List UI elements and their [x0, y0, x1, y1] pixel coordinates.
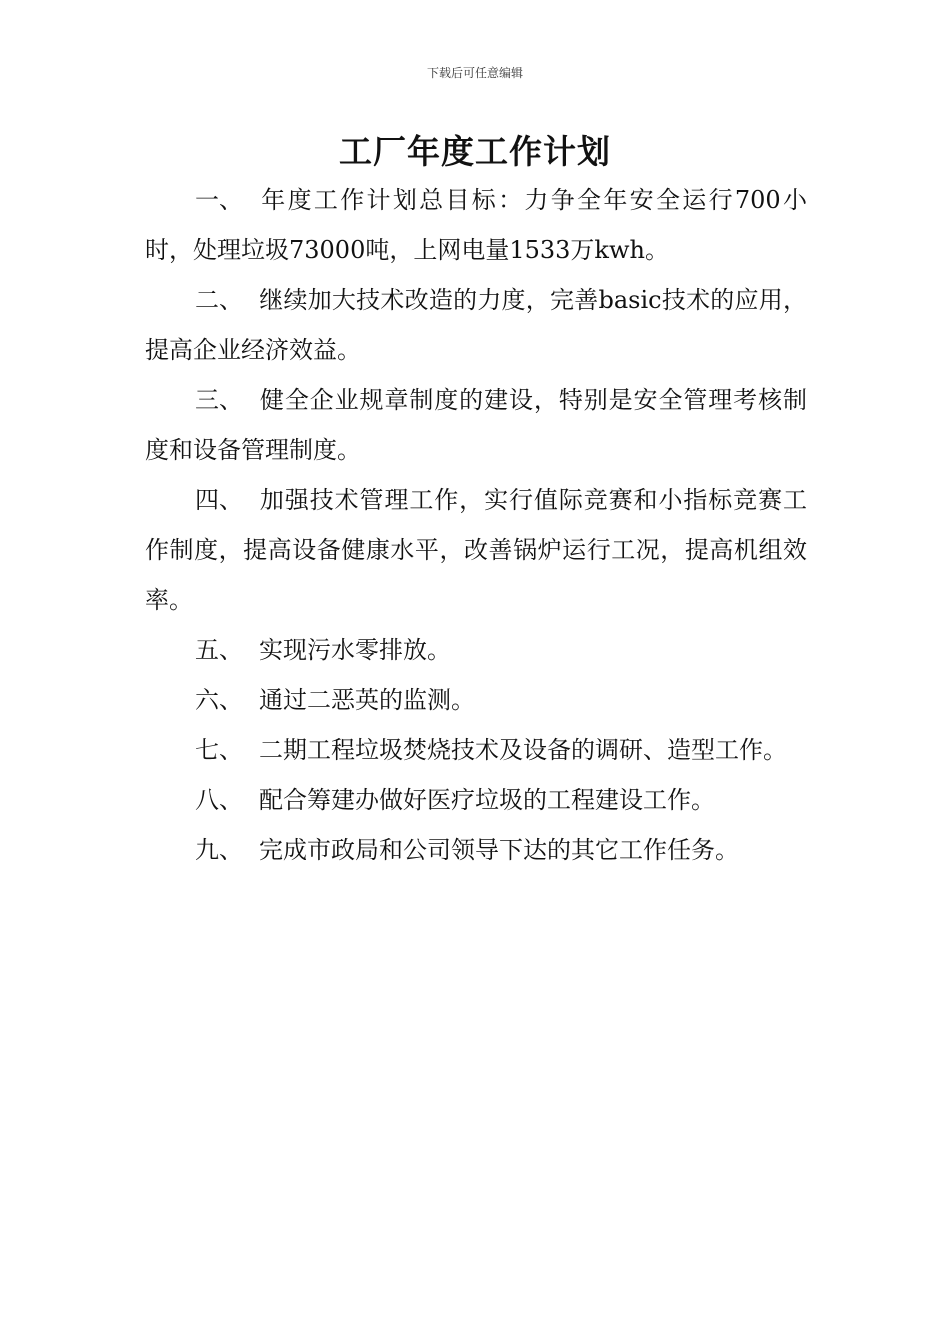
item-marker: 五、 — [195, 636, 243, 664]
item-marker: 七、 — [195, 736, 243, 764]
item-marker: 六、 — [195, 686, 243, 714]
item-marker: 二、 — [195, 286, 243, 314]
header-note: 下载后可任意编辑 — [426, 66, 523, 80]
plan-item-4 — [145, 475, 807, 625]
item-marker: 三、 — [195, 386, 243, 414]
item-marker: 八、 — [195, 786, 243, 814]
item-text: 通过二恶英的监测。 — [259, 686, 475, 714]
item-marker: 九、 — [195, 836, 243, 864]
item-text: 配合筹建办做好医疗垃圾的工程建设工作。 — [259, 786, 715, 814]
item-text: 完成市政局和公司领导下达的其它工作任务。 — [259, 836, 739, 864]
plan-item-2 — [145, 275, 807, 375]
plan-item-3 — [145, 375, 807, 475]
item-marker: 一、 — [195, 186, 243, 214]
plan-item-5 — [145, 625, 807, 675]
item-text: 二期工程垃圾焚烧技术及设备的调研、造型工作。 — [259, 736, 787, 764]
item-text: 继续加大技术改造的力度，完善basic技术的应用，提高企业经济效益。 — [145, 286, 807, 364]
page-title: 工厂年度工作计划 — [339, 132, 611, 171]
item-marker: 四、 — [195, 486, 243, 514]
item-text: 健全企业规章制度的建设，特别是安全管理考核制度和设备管理制度。 — [145, 386, 807, 464]
plan-item-7 — [145, 725, 807, 775]
plan-item-6 — [145, 675, 807, 725]
plan-item-9 — [145, 825, 807, 875]
plan-item-8 — [145, 775, 807, 825]
item-text: 加强技术管理工作，实行值际竞赛和小指标竞赛工作制度，提高设备健康水平，改善锅炉运行工况，提高机组效率。 — [145, 486, 807, 614]
item-text: 年度工作计划总目标：力争全年安全运行700小时，处理垃圾73000吨，上网电量1533万kwh。 — [145, 186, 807, 264]
plan-items-list — [145, 175, 807, 875]
plan-item-1 — [145, 175, 807, 275]
item-text: 实现污水零排放。 — [259, 636, 451, 664]
